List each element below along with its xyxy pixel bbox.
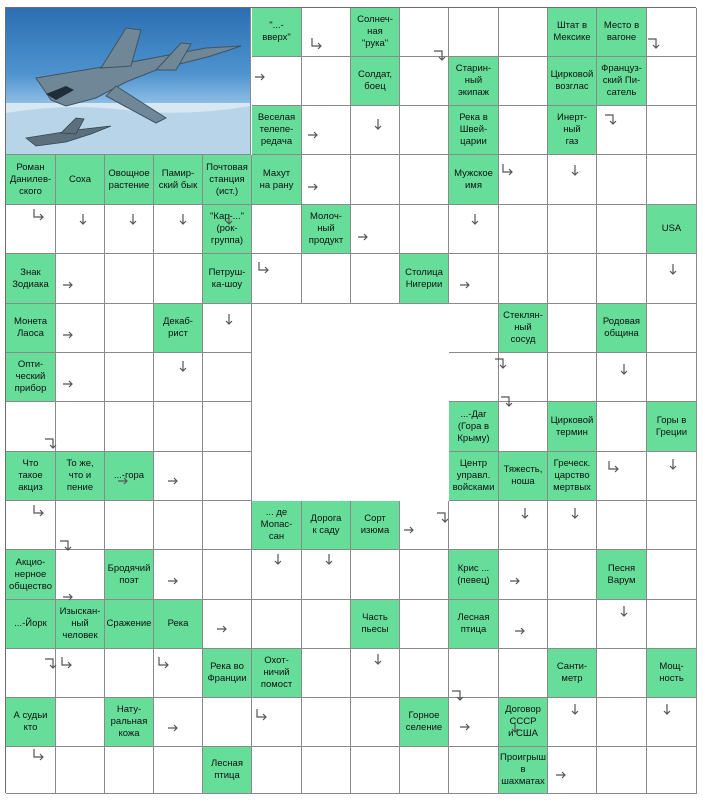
direction-arrow-icon <box>356 230 370 244</box>
direction-arrow-icon <box>371 118 385 132</box>
answer-cell[interactable] <box>647 550 697 600</box>
clue-cell: Тяжесть, ноша <box>499 452 548 501</box>
answer-cell[interactable] <box>647 353 697 402</box>
direction-arrow-icon <box>500 394 514 408</box>
clue-cell: ...-гора <box>105 452 154 501</box>
clue-cell: Нату- ральная кожа <box>105 698 154 747</box>
direction-arrow-icon <box>59 538 73 552</box>
clue-cell: Монета Лаоса <box>6 304 56 353</box>
direction-arrow-icon <box>660 703 674 717</box>
answer-cell[interactable] <box>154 501 203 550</box>
empty-center-region <box>252 304 448 500</box>
direction-arrow-icon <box>31 504 45 518</box>
answer-cell[interactable] <box>597 501 647 550</box>
answer-cell[interactable] <box>400 747 449 794</box>
answer-cell[interactable] <box>400 600 449 649</box>
direction-arrow-icon <box>508 721 522 735</box>
answer-cell[interactable] <box>351 698 400 747</box>
answer-cell[interactable] <box>105 501 154 550</box>
answer-cell[interactable] <box>597 649 647 698</box>
direction-arrow-icon <box>647 36 661 50</box>
clue-cell: Стеклян- ный сосуд <box>499 304 548 353</box>
direction-arrow-icon <box>451 688 465 702</box>
clue-cell: Горы в Греции <box>647 402 697 452</box>
answer-cell[interactable] <box>647 501 697 550</box>
jet-fighter-image <box>6 8 251 155</box>
answer-cell[interactable] <box>252 698 302 747</box>
answer-cell[interactable] <box>105 649 154 698</box>
clue-cell: Проигрыш в шахматах <box>499 747 548 794</box>
answer-cell[interactable] <box>499 402 548 452</box>
answer-cell[interactable] <box>56 698 105 747</box>
answer-cell[interactable] <box>203 402 252 452</box>
answer-cell[interactable] <box>548 353 597 402</box>
direction-arrow-icon <box>166 574 180 588</box>
answer-cell[interactable] <box>56 402 105 452</box>
direction-arrow-icon <box>256 261 270 275</box>
direction-arrow-icon <box>468 213 482 227</box>
direction-arrow-icon <box>61 278 75 292</box>
direction-arrow-icon <box>44 436 58 450</box>
clue-cell: ...-Даг (Гора в Крыму) <box>449 402 499 452</box>
clue-cell: Дорога к саду <box>302 501 351 550</box>
clue-cell: Соха <box>56 155 105 205</box>
answer-cell[interactable] <box>597 205 647 254</box>
clue-cell: Родовая община <box>597 304 647 353</box>
answer-cell[interactable] <box>499 106 548 155</box>
answer-cell[interactable] <box>499 205 548 254</box>
clue-cell: Махут на рану <box>252 155 302 205</box>
answer-cell[interactable] <box>203 304 252 353</box>
direction-arrow-icon <box>494 356 508 370</box>
answer-cell[interactable] <box>548 550 597 600</box>
answer-cell[interactable] <box>548 254 597 304</box>
answer-cell[interactable] <box>647 155 697 205</box>
clue-cell: Договор СССР и США <box>499 698 548 747</box>
clue-cell: Греческ. царство мертвых <box>548 452 597 501</box>
clue-cell: Роман Данилев- ского <box>6 155 56 205</box>
direction-arrow-icon <box>61 328 75 342</box>
direction-arrow-icon <box>59 656 73 670</box>
direction-arrow-icon <box>666 263 680 277</box>
answer-cell[interactable] <box>400 106 449 155</box>
direction-arrow-icon <box>309 37 323 51</box>
answer-cell[interactable] <box>449 501 499 550</box>
answer-cell[interactable] <box>597 402 647 452</box>
clue-cell: ...-Йорк <box>6 600 56 649</box>
direction-arrow-icon <box>306 128 320 142</box>
direction-arrow-icon <box>176 213 190 227</box>
answer-cell[interactable] <box>400 649 449 698</box>
answer-cell[interactable] <box>449 353 499 402</box>
answer-cell[interactable] <box>449 8 499 57</box>
answer-cell[interactable] <box>499 649 548 698</box>
direction-arrow-icon <box>253 70 267 84</box>
answer-cell[interactable] <box>203 353 252 402</box>
answer-cell[interactable] <box>154 747 203 794</box>
answer-cell[interactable] <box>105 304 154 353</box>
clue-cell: Цирковой возглас <box>548 57 597 106</box>
clue-cell: Бродячий поэт <box>105 550 154 600</box>
direction-arrow-icon <box>500 163 514 177</box>
clue-cell: "...- вверх" <box>252 8 302 57</box>
direction-arrow-icon <box>402 523 416 537</box>
clue-cell: Что такое акциз <box>6 452 56 501</box>
clue-cell: Санти- метр <box>548 649 597 698</box>
answer-cell[interactable] <box>597 254 647 304</box>
clue-cell: Молоч- ный продукт <box>302 205 351 254</box>
answer-cell[interactable] <box>302 57 351 106</box>
clue-cell: Охот- ничий помост <box>252 649 302 698</box>
clue-cell: Овощное растение <box>105 155 154 205</box>
answer-cell[interactable] <box>597 353 647 402</box>
clue-cell: Цирковой термин <box>548 402 597 452</box>
clue-cell: Лесная птица <box>449 600 499 649</box>
direction-arrow-icon <box>518 507 532 521</box>
answer-cell[interactable] <box>154 254 203 304</box>
crossword-board <box>5 7 696 793</box>
clue-cell: ... де Мопас- сан <box>252 501 302 550</box>
direction-arrow-icon <box>31 748 45 762</box>
clue-cell: Река <box>154 600 203 649</box>
direction-arrow-icon <box>568 164 582 178</box>
direction-arrow-icon <box>508 574 522 588</box>
clue-cell: Мощ- ность <box>647 649 697 698</box>
direction-arrow-icon <box>568 507 582 521</box>
answer-cell[interactable] <box>647 747 697 794</box>
answer-cell[interactable] <box>597 747 647 794</box>
answer-cell[interactable] <box>203 698 252 747</box>
answer-cell[interactable] <box>647 600 697 649</box>
direction-arrow-icon <box>61 590 75 604</box>
clue-cell: Мужское имя <box>449 155 499 205</box>
answer-cell[interactable] <box>548 600 597 649</box>
answer-cell[interactable] <box>597 155 647 205</box>
direction-arrow-icon <box>617 605 631 619</box>
answer-cell[interactable] <box>548 205 597 254</box>
jet-fighter-photo <box>6 8 251 155</box>
direction-arrow-icon <box>222 213 236 227</box>
clue-cell: То же, что и пение <box>56 452 105 501</box>
direction-arrow-icon <box>306 180 320 194</box>
direction-arrow-icon <box>166 721 180 735</box>
answer-cell[interactable] <box>449 304 499 353</box>
direction-arrow-icon <box>116 474 130 488</box>
clue-cell: Часть пьесы <box>351 600 400 649</box>
direction-arrow-icon <box>254 708 268 722</box>
clue-cell: А судьи кто <box>6 698 56 747</box>
direction-arrow-icon <box>458 278 472 292</box>
clue-cell: Сорт изюма <box>351 501 400 550</box>
answer-cell[interactable] <box>499 57 548 106</box>
answer-cell[interactable] <box>597 698 647 747</box>
answer-cell[interactable] <box>548 155 597 205</box>
answer-cell[interactable] <box>499 254 548 304</box>
answer-cell[interactable] <box>351 254 400 304</box>
clue-cell: Сражение <box>105 600 154 649</box>
clue-cell: Опти- ческий прибор <box>6 353 56 402</box>
answer-cell[interactable] <box>302 649 351 698</box>
direction-arrow-icon <box>44 656 58 670</box>
direction-arrow-icon <box>604 112 618 126</box>
clue-cell: Памир- ский бык <box>154 155 203 205</box>
direction-arrow-icon <box>215 622 229 636</box>
answer-cell[interactable] <box>400 550 449 600</box>
clue-cell: Столица Нигерии <box>400 254 449 304</box>
direction-arrow-icon <box>606 460 620 474</box>
answer-cell[interactable] <box>499 550 548 600</box>
direction-arrow-icon <box>76 213 90 227</box>
clue-cell: Место в вагоне <box>597 8 647 57</box>
clue-cell: Песня Варум <box>597 550 647 600</box>
clue-cell: Декаб- рист <box>154 304 203 353</box>
answer-cell[interactable] <box>252 205 302 254</box>
answer-cell[interactable] <box>302 747 351 794</box>
answer-cell[interactable] <box>351 550 400 600</box>
clue-cell: Инерт- ный газ <box>548 106 597 155</box>
clue-cell: Река во Франции <box>203 649 252 698</box>
answer-cell[interactable] <box>105 402 154 452</box>
answer-cell[interactable] <box>400 155 449 205</box>
answer-cell[interactable] <box>203 452 252 501</box>
direction-arrow-icon <box>176 360 190 374</box>
answer-cell[interactable] <box>400 205 449 254</box>
clue-cell: Река в Швей- царии <box>449 106 499 155</box>
answer-cell[interactable] <box>56 747 105 794</box>
direction-arrow-icon <box>666 458 680 472</box>
clue-cell: Крис ... (певец) <box>449 550 499 600</box>
answer-cell[interactable] <box>400 57 449 106</box>
answer-cell[interactable] <box>302 254 351 304</box>
clue-cell: Знак Зодиака <box>6 254 56 304</box>
direction-arrow-icon <box>554 768 568 782</box>
clue-cell: Солдат, боец <box>351 57 400 106</box>
answer-cell[interactable] <box>203 501 252 550</box>
direction-arrow-icon <box>513 624 527 638</box>
direction-arrow-icon <box>271 553 285 567</box>
answer-cell[interactable] <box>351 747 400 794</box>
answer-cell[interactable] <box>449 698 499 747</box>
direction-arrow-icon <box>458 720 472 734</box>
clue-cell: Солнеч- ная "рука" <box>351 8 400 57</box>
answer-cell[interactable] <box>154 402 203 452</box>
direction-arrow-icon <box>436 510 450 524</box>
clue-cell: Петруш- ка-шоу <box>203 254 252 304</box>
answer-cell[interactable] <box>351 155 400 205</box>
direction-arrow-icon <box>61 377 75 391</box>
clue-cell: Веселая телепе- редача <box>252 106 302 155</box>
answer-cell[interactable] <box>647 254 697 304</box>
answer-cell[interactable] <box>449 254 499 304</box>
clue-cell: Центр управл. войсками <box>449 452 499 501</box>
answer-cell[interactable] <box>449 747 499 794</box>
answer-cell[interactable] <box>548 304 597 353</box>
direction-arrow-icon <box>617 363 631 377</box>
answer-cell[interactable] <box>499 8 548 57</box>
answer-cell[interactable] <box>252 600 302 649</box>
direction-arrow-icon <box>371 653 385 667</box>
clue-cell: Старин- ный экипаж <box>449 57 499 106</box>
answer-cell[interactable] <box>647 106 697 155</box>
clue-cell: Почтовая станция (ист.) <box>203 155 252 205</box>
clue-cell: Лесная птица <box>203 747 252 794</box>
direction-arrow-icon <box>166 474 180 488</box>
direction-arrow-icon <box>156 656 170 670</box>
answer-cell[interactable] <box>302 698 351 747</box>
direction-arrow-icon <box>126 213 140 227</box>
clue-cell: Изыскан- ный человек <box>56 600 105 649</box>
direction-arrow-icon <box>433 48 447 62</box>
answer-cell[interactable] <box>105 353 154 402</box>
answer-cell[interactable] <box>105 254 154 304</box>
answer-cell[interactable] <box>203 550 252 600</box>
clue-cell: Горное селение <box>400 698 449 747</box>
direction-arrow-icon <box>568 703 582 717</box>
clue-cell: Француз- ский Пи- сатель <box>597 57 647 106</box>
clue-cell: USA <box>647 205 697 254</box>
answer-cell[interactable] <box>597 452 647 501</box>
clue-cell: "Кар-..." (рок- группа) <box>203 205 252 254</box>
answer-cell[interactable] <box>302 600 351 649</box>
answer-cell[interactable] <box>252 747 302 794</box>
direction-arrow-icon <box>322 553 336 567</box>
answer-cell[interactable] <box>105 747 154 794</box>
answer-cell[interactable] <box>647 304 697 353</box>
direction-arrow-icon <box>31 208 45 222</box>
answer-cell[interactable] <box>647 57 697 106</box>
clue-cell: Штат в Мексике <box>548 8 597 57</box>
clue-cell: Акцио- нерное общество <box>6 550 56 600</box>
direction-arrow-icon <box>222 313 236 327</box>
